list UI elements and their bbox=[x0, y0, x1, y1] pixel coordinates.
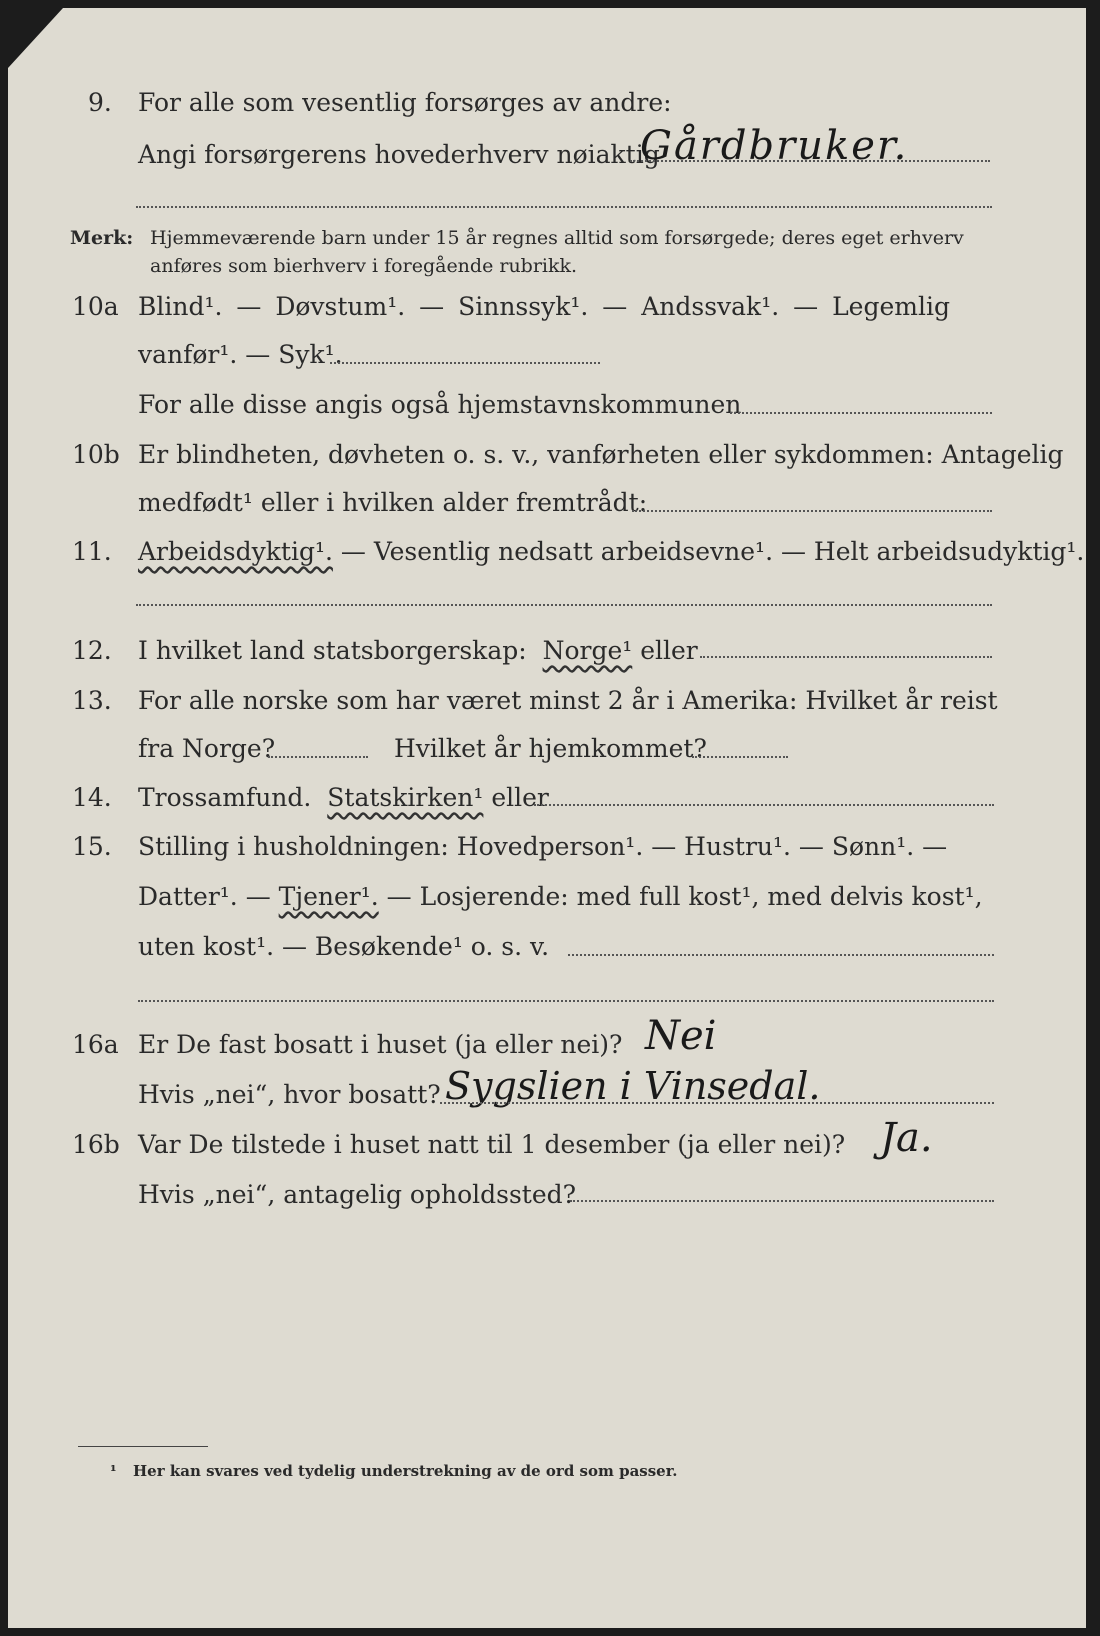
q9-answer-line bbox=[630, 160, 990, 162]
q13-line2a: fra Norge? bbox=[138, 734, 276, 763]
q10a-line2: vanfør¹. — Syk¹. bbox=[138, 340, 343, 369]
q9-answer-handwritten: Gårdbruker. bbox=[640, 123, 909, 169]
q12-number: 12. bbox=[72, 636, 112, 665]
q13-number: 13. bbox=[72, 686, 112, 715]
q11-selected-option: Arbeidsdyktig¹. bbox=[138, 537, 333, 566]
q14-text bbox=[138, 783, 549, 813]
q11-rest: — Vesentlig nedsatt arbeidsevne¹. — Helt arbeidsudyktig¹. bbox=[340, 537, 1085, 566]
q16a-line2: Hvis „nei“, hvor bosatt? bbox=[138, 1080, 441, 1109]
q10a-line3: For alle disse angis også hjemstavnskommunen bbox=[138, 390, 742, 419]
q12-pre: I hvilket land statsborgerskap: bbox=[138, 636, 527, 665]
q10a-kommune-line bbox=[730, 412, 992, 414]
q15-extra-line bbox=[138, 1000, 994, 1002]
q14-selected-option: Statskirken¹ bbox=[327, 783, 484, 812]
q13-hjem-line bbox=[692, 756, 788, 758]
q16a-number: 16a bbox=[72, 1030, 119, 1059]
q12-answer-line bbox=[700, 656, 992, 658]
footnote-rule bbox=[78, 1446, 208, 1447]
q11-number: 11. bbox=[72, 537, 112, 566]
q14-post: eller bbox=[491, 783, 549, 812]
q15-line1: Stilling i husholdningen: Hovedperson¹. — Hustru¹. — Sønn¹. — bbox=[138, 832, 948, 861]
q16b-line2: Hvis „nei“, antagelig opholdssted? bbox=[138, 1180, 577, 1209]
footnote-mark: ¹ bbox=[110, 1462, 117, 1480]
q12-selected-option: Norge¹ bbox=[542, 636, 633, 665]
q10a-number: 10a bbox=[72, 292, 119, 321]
q16a-answer1-handwritten: Nei bbox=[645, 1013, 717, 1059]
q16b-line1: Var De tilstede i huset natt til 1 desember (ja eller nei)? bbox=[138, 1130, 846, 1159]
q9-line1: For alle som vesentlig forsørges av andre: bbox=[138, 88, 672, 117]
footnote-text: Her kan svares ved tydelig understrekning av de ord som passer. bbox=[133, 1462, 678, 1480]
q10a-line1: Blind¹. — Døvstum¹. — Sinnssyk¹. — Andssvak¹. — Legemlig bbox=[138, 292, 950, 321]
q10b-line1: Er blindheten, døvheten o. s. v., vanførheten eller sykdommen: Antagelig bbox=[138, 440, 1064, 469]
q16a-line1: Er De fast bosatt i huset (ja eller nei)? bbox=[138, 1030, 623, 1059]
q14-answer-line bbox=[534, 804, 994, 806]
q16a-answer-line bbox=[440, 1102, 994, 1104]
q15-number: 15. bbox=[72, 832, 112, 861]
merk-label: Merk: bbox=[70, 227, 134, 249]
q12-text bbox=[138, 636, 698, 666]
q12-post: eller bbox=[640, 636, 698, 665]
q11-text bbox=[138, 537, 1084, 567]
q15-answer-line bbox=[568, 954, 994, 956]
q13-reist-line bbox=[268, 756, 368, 758]
q9-number: 9. bbox=[88, 88, 112, 117]
q16b-answer1-handwritten: Ja. bbox=[880, 1115, 933, 1161]
q13-line2b: Hvilket år hjemkommet? bbox=[394, 734, 707, 763]
q10b-number: 10b bbox=[72, 440, 120, 469]
q10b-answer-line bbox=[632, 510, 992, 512]
q15-line2b: — Losjerende: med full kost¹, med delvis kost¹, bbox=[386, 882, 983, 911]
merk-line1: Hjemmeværende barn under 15 år regnes alltid som forsørgede; deres eget erhverv bbox=[150, 227, 964, 249]
q9-extra-line bbox=[136, 206, 992, 208]
q10a-syk-line bbox=[330, 362, 600, 364]
q11-extra-line bbox=[136, 604, 992, 606]
q14-number: 14. bbox=[72, 783, 112, 812]
q15-line3: uten kost¹. — Besøkende¹ o. s. v. bbox=[138, 932, 550, 961]
q16b-number: 16b bbox=[72, 1130, 120, 1159]
q9-line2: Angi forsørgerens hovederhverv nøiaktig bbox=[138, 140, 660, 169]
q16b-answer-line bbox=[570, 1200, 994, 1202]
q15-line2a: Datter¹. — bbox=[138, 882, 271, 911]
q15-line2 bbox=[138, 882, 983, 912]
q16a-answer2-handwritten: Sygslien i Vinsedal. bbox=[445, 1064, 821, 1108]
merk-line2: anføres som bierhverv i foregående rubrikk. bbox=[150, 255, 578, 277]
q13-line1: For alle norske som har været minst 2 år i Amerika: Hvilket år reist bbox=[138, 686, 998, 715]
q14-pre: Trossamfund. bbox=[138, 783, 312, 812]
q15-selected-option: Tjener¹. bbox=[278, 882, 379, 911]
q10b-line2: medfødt¹ eller i hvilken alder fremtrådt: bbox=[138, 488, 648, 517]
